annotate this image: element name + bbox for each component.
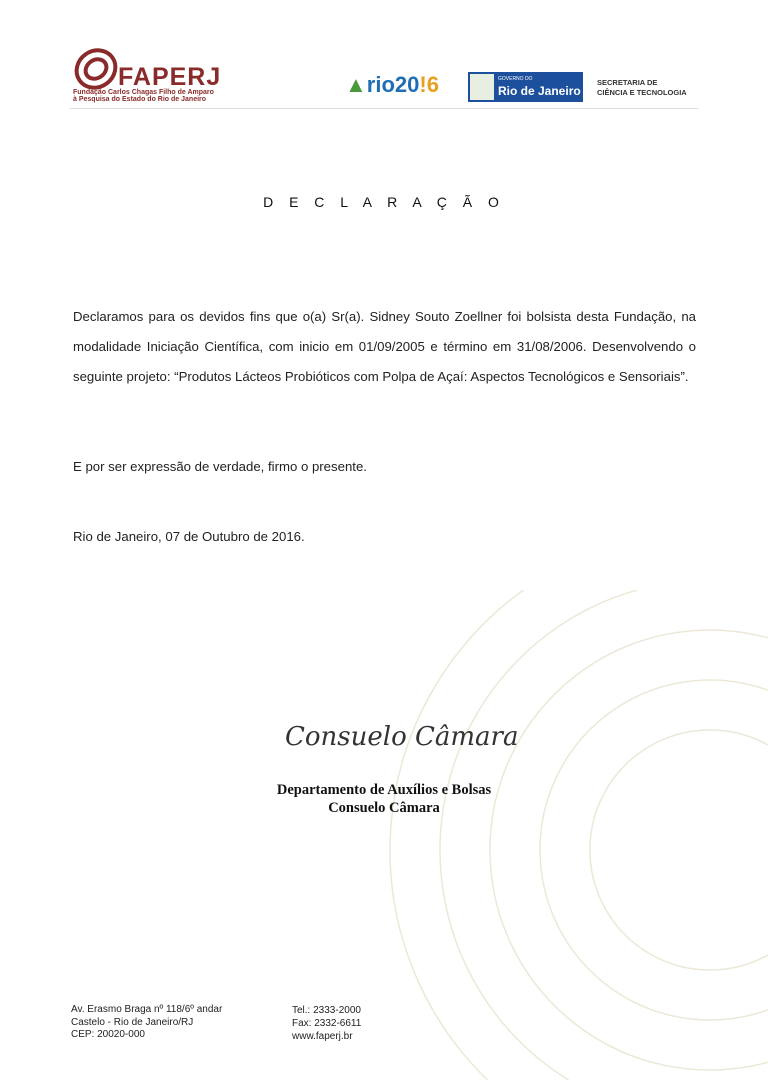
sec-line: SECRETARIA DE [597,78,658,87]
footer-contact [292,1004,361,1043]
header-divider [70,108,698,109]
declaration-paragraph: Declaramos para os devidos fins que o(a) Sr(a). Sidney Souto Zoellner foi bolsista desta Fundação, na modalidade Iniciação Científica, com inicio em 01/09/2005 e término em 31/08/2006. Desenvolvendo o seguinte projeto: “Produtos Lácteos Probióticos com Polpa de Açaí: Aspectos Tecnológicos e Sensoriais”. [73,309,696,384]
gov-big: Rio de Janeiro [498,84,581,98]
crest-icon [470,74,494,100]
closing-paragraph: E por ser expressão de verdade, firmo o presente. [73,459,367,474]
fax: Fax: 2332-6611 [292,1018,362,1029]
faperj-subtitle: Fundação Carlos Chagas Filho de Amparo [73,89,214,96]
page-title: D E C L A R A Ç Ã O [263,194,505,210]
department-name: Departamento de Auxílios e Bolsas [276,782,492,798]
gov-rio-logo [468,72,583,102]
website-link[interactable]: www.faperj.br [292,1031,353,1042]
signatory-name: Consuelo Câmara [328,800,440,816]
address-line: Av. Erasmo Braga nº 118/6º andar [71,1004,223,1015]
place-date: Rio de Janeiro, 07 de Outubro de 2016. [73,529,305,544]
address-line: Castelo - Rio de Janeiro/RJ [71,1016,194,1028]
rio2016-logo: ▲rio20!6 [345,72,439,97]
faperj-subtitle: à Pesquisa do Estado do Rio de Janeiro [73,96,207,103]
address-line: CEP: 20020-000 [71,1029,145,1040]
faperj-emblem-icon [72,45,120,93]
signature: Consuelo Câmara [285,722,519,752]
faperj-logo: FAPERJ [118,63,222,91]
footer-address [71,1004,222,1042]
gov-small: GOVERNO DO [498,76,533,82]
secretaria-label [597,78,687,98]
watermark-swirl [380,590,768,1080]
rio2016-suffix: !6 [419,72,439,97]
sec-line: CIÊNCIA E TECNOLOGIA [597,88,687,97]
rio2016-prefix: rio20 [366,72,420,97]
phone: Tel.: 2333-2000 [292,1005,361,1016]
